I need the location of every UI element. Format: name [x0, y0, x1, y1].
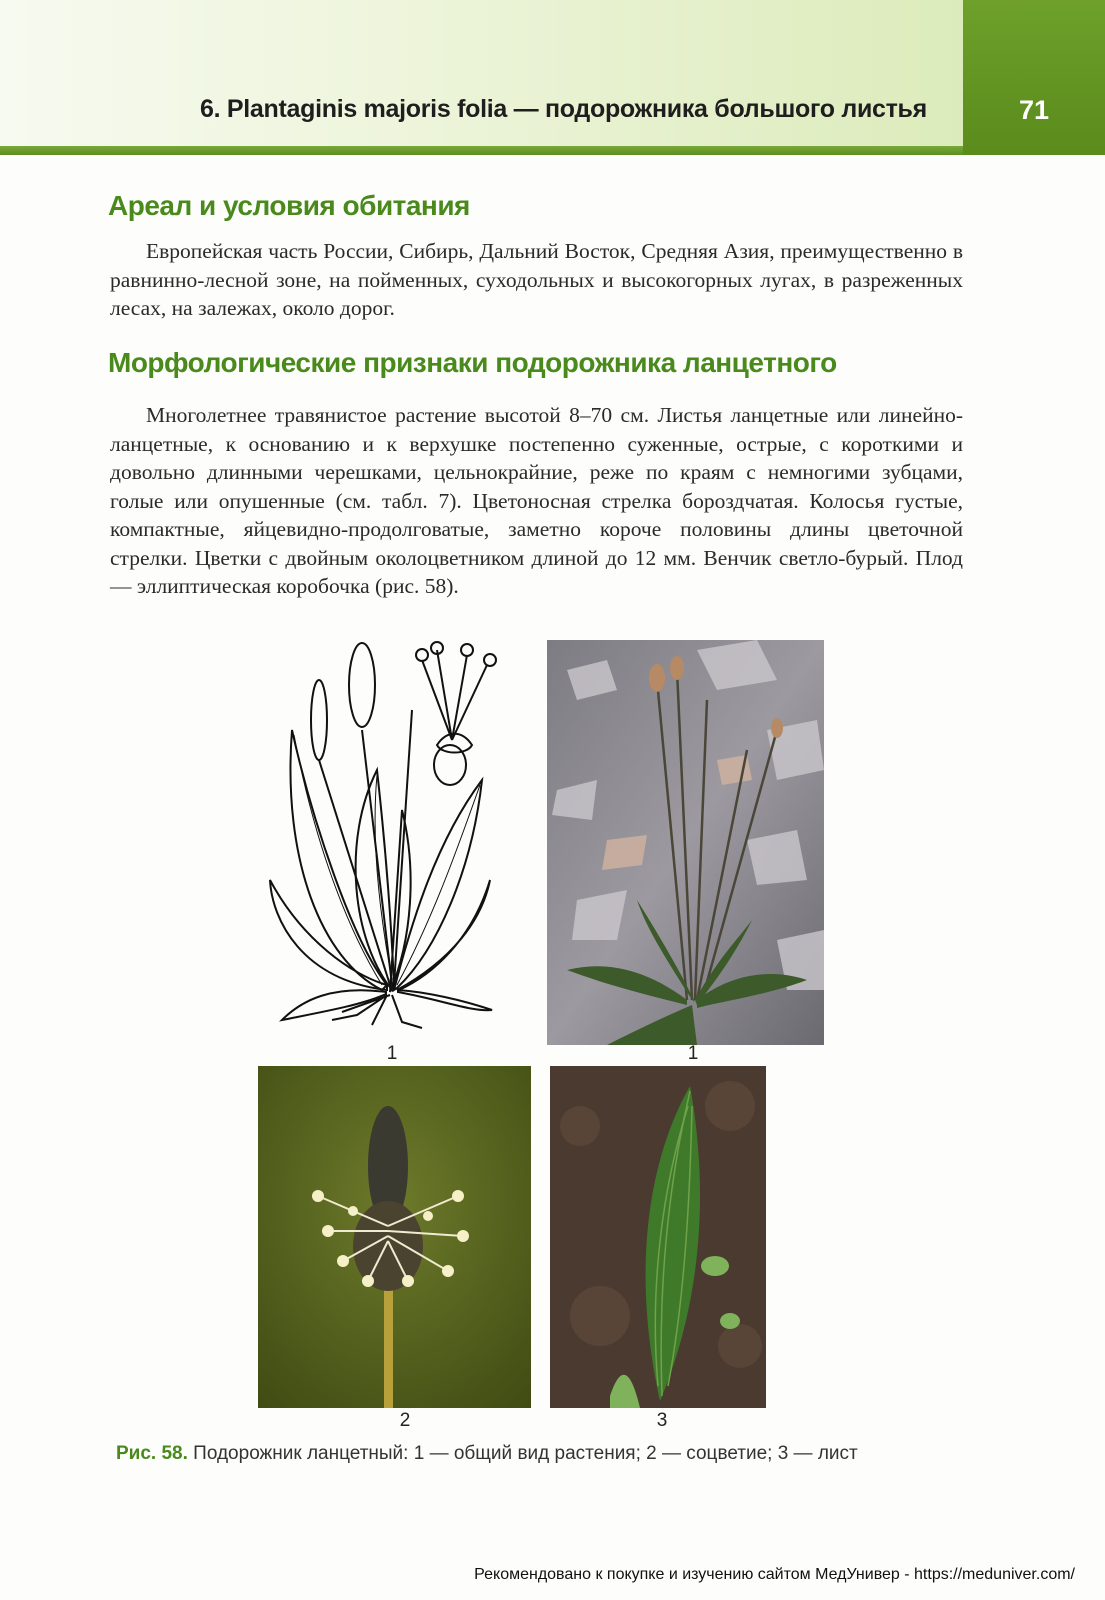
figure-label-3: 3 — [656, 1410, 668, 1431]
figure-caption — [116, 1443, 976, 1465]
running-header-title: 6. Plantaginis majoris folia — подорожника большого листья — [200, 95, 927, 123]
figure-label-1b: 1 — [687, 1043, 699, 1064]
section-heading-morphology: Морфологические признаки подорожника ланцетного — [108, 347, 837, 378]
page-number-tab — [963, 0, 1105, 155]
paragraph-habitat: Европейская часть России, Сибирь, Дальний Восток, Средняя Азия, преимущественно в равнинно-лесной зоне, на пойменных, суходольных и высокогорных лугах, в разреженных лесах, на залежах, около дорог. — [110, 239, 963, 320]
inflorescence-photo — [258, 1066, 531, 1408]
header-rule — [0, 146, 1105, 155]
footer-note: Рекомендовано к покупке и изучению сайтом МедУнивер - https://meduniver.com/ — [474, 1566, 1075, 1583]
figure-label-2: 2 — [399, 1410, 411, 1431]
page-number: 71 — [1018, 95, 1050, 125]
plant-photo-gravel — [547, 640, 824, 1045]
section-heading-habitat: Ареал и условия обитания — [108, 190, 470, 221]
figure-caption-text: Подорожник ланцетный: 1 — общий вид растения; 2 — соцветие; 3 — лист — [187, 1443, 858, 1464]
paragraph-morphology: Многолетнее травянистое растение высотой 8–70 см. Листья ланцетные или линейно-ланцетные, к основанию и к верхушке постепенно суженные, острые, с короткими и довольно длинными черешками, цельнокрайние, реже по краям с немногими зубцами, голые или опушенные (см. табл. 7). Цветоносная стрелка бороздчатая. Колосья густые, компактные, яйцевидно-продолговатые, заметно короче половины длины цветочной стрелки. Цветки с двойным околоцветником длиной до 12 мм. Венчик светло-бурый. Плод — эллиптическая коробочка (рис. 58). — [110, 403, 963, 598]
leaf-photo — [550, 1066, 766, 1408]
figure-caption-lead: Рис. 58. — [116, 1443, 188, 1464]
figure-label-1a: 1 — [386, 1043, 398, 1064]
plant-line-drawing — [262, 640, 512, 1040]
